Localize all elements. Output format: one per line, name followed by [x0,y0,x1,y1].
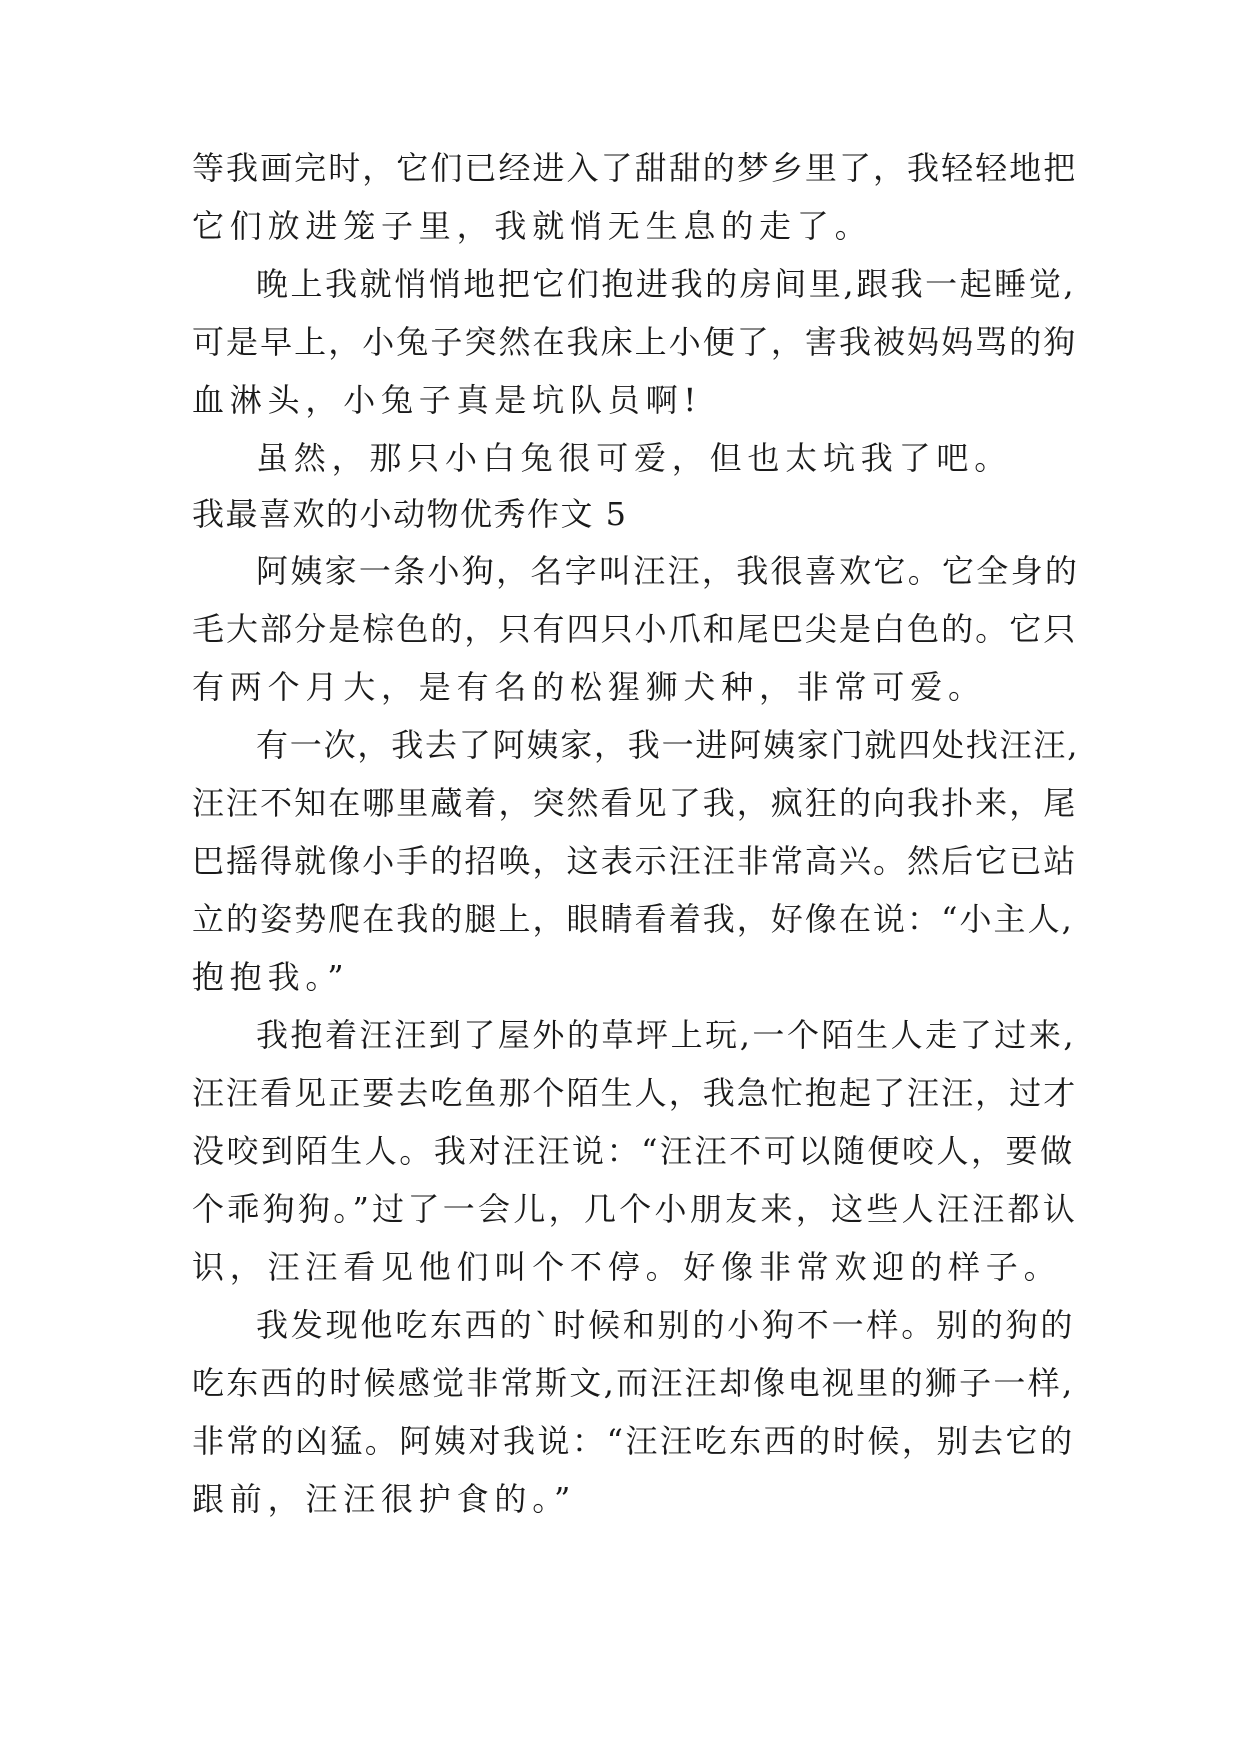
text-line: 毛大部分是棕色的，只有四只小爪和尾巴尖是白色的。它只 [192,610,1078,648]
text-line: 非常的凶猛。阿姨对我说：“汪汪吃东西的时候，别去它的 [192,1422,1075,1460]
text-line: 识，汪汪看见他们叫个不停。好像非常欢迎的样子。 [192,1248,1062,1286]
text-line: 汪汪不知在哪里蔵着，突然看见了我，疯狂的向我扑来，尾 [192,784,1078,822]
section-heading: 我最喜欢的小动物优秀作文 5 [192,495,628,533]
text-line: 跟前，汪汪很护食的。” [192,1480,577,1518]
text-line: 立的姿势爬在我的腿上，眼睛看着我，好像在说：“小主人, [192,900,1074,938]
text-line: 我发现他吃东西的`时候和别的小狗不一样。别的狗的 [256,1306,1076,1344]
text-line: 个乖狗狗。”过了一会儿，几个小朋友来，这些人汪汪都认 [192,1190,1079,1228]
text-line: 等我画完时，它们已经进入了甜甜的梦乡里了，我轻轻地把 [192,149,1078,187]
text-line: 有一次，我去了阿姨家，我一进阿姨家门就四处找汪汪, [256,726,1080,764]
text-line: 阿姨家一条小狗，名字叫汪汪，我很喜欢它。它全身的 [256,552,1080,590]
text-line: 吃东西的时候感觉非常斯文,而汪汪却像电视里的狮子一样, [192,1364,1075,1402]
text-line: 虽然，那只小白兔很可爱，但也太坑我了吧。 [256,439,1013,477]
text-line: 没咬到陌生人。我对汪汪说：“汪汪不可以随便咬人，要做 [192,1132,1075,1170]
text-line: 我抱着汪汪到了屋外的草坪上玩,一个陌生人走了过来, [256,1016,1077,1054]
text-line: 血淋头，小兔子真是坑队员啊! [192,381,703,419]
text-line: 可是早上，小兔子突然在我床上小便了，害我被妈妈骂的狗 [192,323,1078,361]
text-line: 它们放进笼子里，我就悄无生息的走了。 [192,207,873,245]
text-line: 晚上我就悄悄地把它们抱进我的房间里,跟我一起睡觉, [256,265,1077,303]
text-line: 有两个月大，是有名的松猩狮犬种，非常可爱。 [192,668,986,706]
text-line: 巴摇得就像小手的招唤，这表示汪汪非常高兴。然后它已站 [192,842,1078,880]
text-line: 汪汪看见正要去吃鱼那个陌生人，我急忙抱起了汪汪，过才 [192,1074,1078,1112]
text-line: 抱抱我。” [192,958,350,996]
